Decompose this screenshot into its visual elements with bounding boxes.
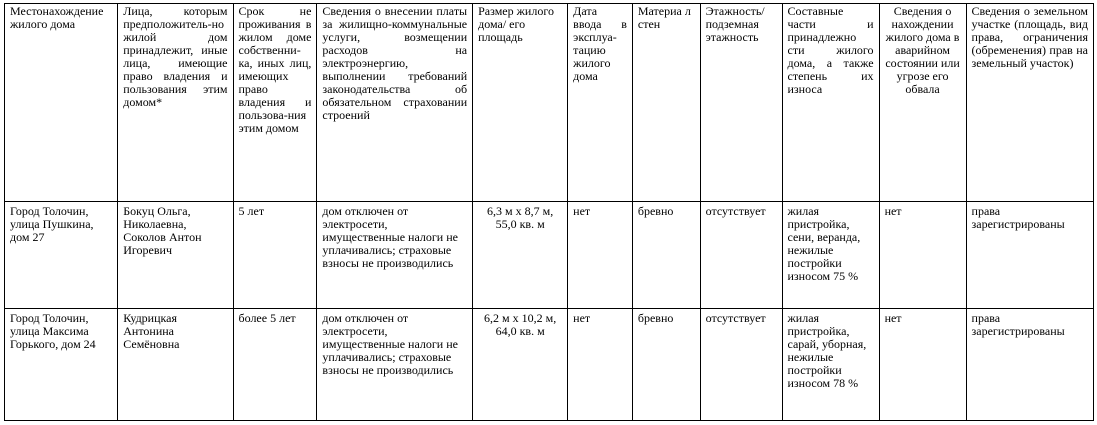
cell-parts: жилая пристройка, сарай, уборная, нежилые постройки износом 78 %: [782, 309, 879, 421]
cell-walls: бревно: [632, 202, 700, 309]
header-cell: Материа л стен: [632, 4, 700, 202]
table-row: [5, 202, 1094, 309]
housing-registry-table: [4, 3, 1094, 421]
cell-persons: Кудрицкая Антонина Семёновна: [118, 309, 233, 421]
cell-size: 6,2 м х 10,2 м, 64,0 кв. м: [473, 309, 568, 421]
cell-commissioning: нет: [568, 202, 633, 309]
header-cell: Сведения о внесении платы за жилищно-коммунальные услуги, возмещении расходов на электроэнергию, выполнении требований законодательства об обязательном страховании строений: [317, 4, 473, 202]
cell-location: Город Толочин, улица Максима Горького, дом 24: [5, 309, 118, 421]
cell-absence: 5 лет: [233, 202, 317, 309]
cell-size: 6,3 м х 8,7 м, 55,0 кв. м: [473, 202, 568, 309]
cell-emergency: нет: [879, 202, 966, 309]
header-cell: Срок не проживания в жилом доме собственни-ка, иных лиц, имеющих право владения и пользова-ния этим домом: [233, 4, 317, 202]
header-cell: Размер жилого дома/ его площадь: [473, 4, 568, 202]
header-cell: Лица, которым предположитель-но жилой дом принадлежит, иные лица, имеющие право владения и пользования этим домом*: [118, 4, 233, 202]
table-row: [5, 309, 1094, 421]
cell-walls: бревно: [632, 309, 700, 421]
cell-location: Город Толочин, улица Пушкина, дом 27: [5, 202, 118, 309]
cell-land: права зарегистрированы: [966, 309, 1093, 421]
cell-commissioning: нет: [568, 309, 633, 421]
cell-persons: Бокуц Ольга, Николаевна, Соколов Антон Игоревич: [118, 202, 233, 309]
header-cell: Сведения о нахождении жилого дома в аварийном состоянии или угрозе его обвала: [879, 4, 966, 202]
cell-emergency: нет: [879, 309, 966, 421]
cell-parts: жилая пристройка, сени, веранда, нежилые постройки износом 75 %: [782, 202, 879, 309]
cell-floors: отсутствует: [700, 202, 782, 309]
cell-payments: дом отключен от электросети, имущественные налоги не уплачивались; страховые взносы не производились: [317, 202, 473, 309]
cell-payments: дом отключен от электросети, имущественные налоги не уплачивались; страховые взносы не производились: [317, 309, 473, 421]
table-header-row: [5, 4, 1094, 202]
cell-floors: отсутствует: [700, 309, 782, 421]
cell-absence: более 5 лет: [233, 309, 317, 421]
cell-land: права зарегистрированы: [966, 202, 1093, 309]
header-cell: Составные части и принадлежно сти жилого дома, а также степень их износа: [782, 4, 879, 202]
header-cell: Местонахождение жилого дома: [5, 4, 118, 202]
header-cell: Этажность/ подземная этажность: [700, 4, 782, 202]
header-cell: Сведения о земельном участке (площадь, вид права, ограничения (обременения) прав на земельный участок): [966, 4, 1093, 202]
header-cell: Дата ввода в эксплуа-тацию жилого дома: [568, 4, 633, 202]
